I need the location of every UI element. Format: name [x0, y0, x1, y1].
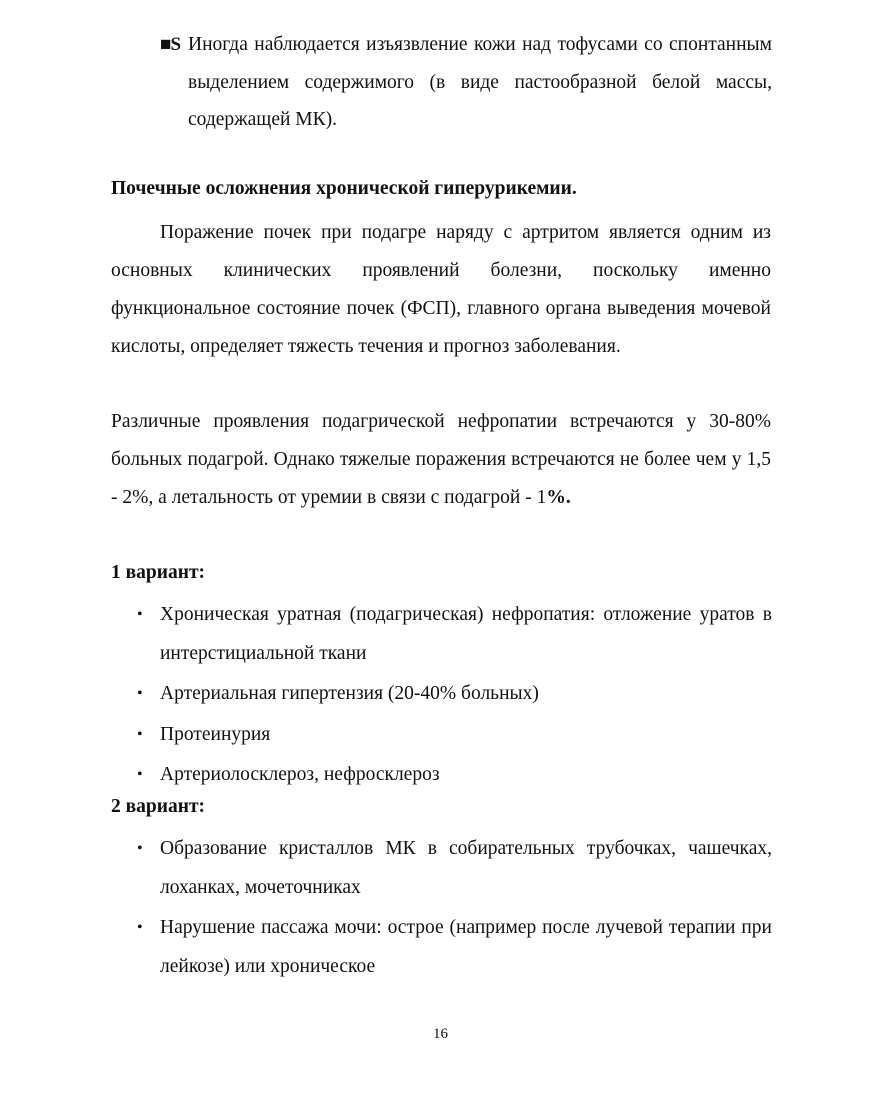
- bullet-dot-icon: •: [137, 840, 143, 857]
- percent-bold: %.: [546, 487, 571, 508]
- variant-1-list: [111, 596, 772, 797]
- list-item-text: Артериальная гипертензия (20-40% больных): [160, 683, 539, 704]
- list-item-text: Артериолосклероз, нефросклероз: [160, 764, 440, 785]
- variant-1-heading: 1 вариант:: [111, 562, 206, 583]
- section-heading: Почечные осложнения хронической гиперурикемии.: [111, 178, 577, 199]
- paragraph-nephropathy-stats: [111, 403, 771, 517]
- paragraph-nephropathy-text: Различные проявления подагрической нефропатии встречаются у 30-80% больных подагрой. Однако тяжелые поражения встречаются не более чем у 1,5 - 2%, а летальность от уремии в связи с подагрой - 1: [111, 411, 771, 508]
- checkmark-bullet-icon: ■S: [160, 34, 181, 55]
- page-number: 16: [433, 1026, 448, 1042]
- list-item-text: Хроническая уратная (подагрическая) нефропатия: отложение уратов в интерстициальной ткани: [160, 604, 772, 664]
- list-item: [111, 675, 772, 714]
- list-item: [111, 596, 772, 673]
- bullet-dot-icon: •: [137, 919, 143, 936]
- bullet-dot-icon: •: [137, 725, 143, 743]
- list-item: [111, 830, 772, 907]
- list-item-text: Нарушение пассажа мочи: острое (например после лучевой терапии при лейкозе) или хроническое: [160, 917, 772, 977]
- list-item-text: Протеинурия: [160, 723, 271, 745]
- list-item: [111, 716, 772, 755]
- bullet-dot-icon: •: [137, 766, 143, 783]
- top-item-text: Иногда наблюдается изъязвление кожи над тофусами со спонтанным выделением содержимого (в виде пастообразной белой массы, содержащей МК).: [188, 34, 772, 130]
- variant-2-heading: 2 вариант:: [111, 796, 206, 817]
- bullet-dot-icon: •: [137, 606, 143, 623]
- paragraph-kidney-damage: Поражение почек при подагре наряду с артритом является одним из основных клинических проявлений болезни, поскольку именно функциональное состояние почек (ФСП), главного органа выведения мочевой кислоты, определяет тяжесть течения и прогноз заболевания.: [111, 222, 771, 357]
- bullet-item-top: [160, 26, 772, 139]
- list-item: [111, 909, 772, 986]
- bullet-dot-icon: •: [137, 685, 143, 702]
- variant-2-list: [111, 830, 772, 988]
- list-item-text: Образование кристаллов МК в собирательных трубочках, чашечках, лоханках, мочеточниках: [160, 838, 772, 898]
- list-item: [111, 756, 772, 795]
